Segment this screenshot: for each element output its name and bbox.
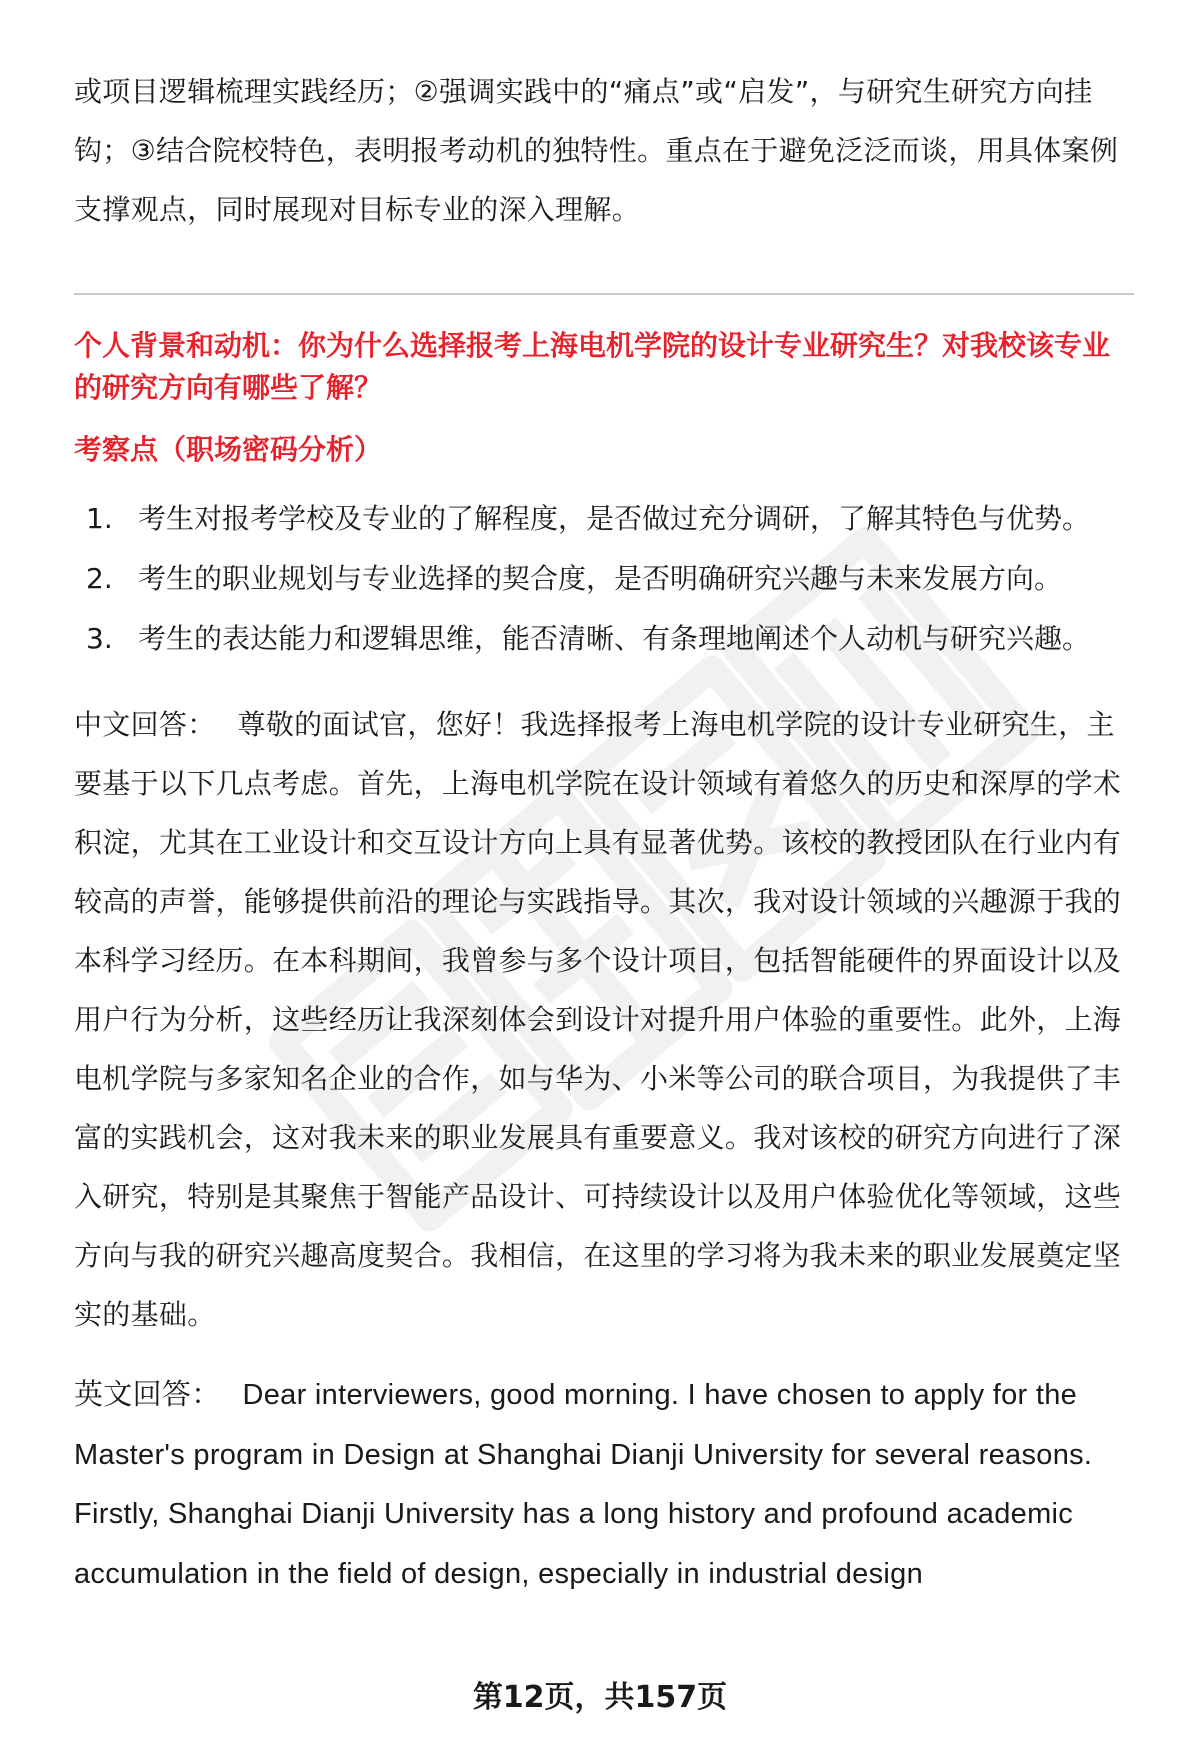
list-item-number: 2. xyxy=(86,562,113,595)
english-answer xyxy=(74,1366,1134,1604)
question-heading: 个人背景和动机：你为什么选择报考上海电机学院的设计专业研究生？对我校该专业的研究方向有哪些了解？ xyxy=(74,329,1111,404)
assessment-points-list xyxy=(74,489,1134,669)
list-item-number: 1. xyxy=(86,502,113,535)
list-item-text: 考生对报考学校及专业的了解程度，是否做过充分调研，了解其特色与优势。 xyxy=(138,502,1091,535)
intro-paragraph: 或项目逻辑梳理实践经历；②强调实践中的“痛点”或“启发”，与研究生研究方向挂钩；③结合院校特色，表明报考动机的独特性。重点在于避免泛泛而谈，用具体案例支撑观点，同时展现对目标专业的深入理解。 xyxy=(74,75,1119,226)
list-item-text: 考生的职业规划与专业选择的契合度，是否明确研究兴趣与未来发展方向。 xyxy=(138,562,1063,595)
list-item-number: 3. xyxy=(86,622,113,655)
chinese-answer-label: 中文回答： xyxy=(74,708,216,741)
page-number-footer: 第12页，共157页 xyxy=(472,1680,728,1715)
chinese-answer xyxy=(74,695,1134,1344)
points-title: 考察点（职场密码分析） xyxy=(74,433,383,466)
chinese-answer-text: 尊敬的面试官，您好！我选择报考上海电机学院的设计专业研究生，主要基于以下几点考虑。首先，上海电机学院在设计领域有着悠久的历史和深厚的学术积淀，尤其在工业设计和交互设计方向上具有显著优势。该校的教授团队在行业内有较高的声誉，能够提供前沿的理论与实践指导。其次，我对设计领域的兴趣源于我的本科学习经历。在本科期间，我曾参与多个设计项目，包括智能硬件的界面设计以及用户行为分析，这些经历让我深刻体会到设计对提升用户体验的重要性。此外，上海电机学院与多家知名企业的合作，如与华为、小米等公司的联合项目，为我提供了丰富的实践机会，这对我未来的职业发展具有重要意义。我对该校的研究方向进行了深入研究，特别是其聚焦于智能产品设计、可持续设计以及用户体验优化等领域，这些方向与我的研究兴趣高度契合。我相信，在这里的学习将为我未来的职业发展奠定坚实的基础。 xyxy=(74,708,1122,1331)
list-item-text: 考生的表达能力和逻辑思维，能否清晰、有条理地阐述个人动机与研究兴趣。 xyxy=(138,622,1091,655)
document-page xyxy=(74,62,1134,1604)
english-answer-text: Dear interviewers, good morning. I have chosen to apply for the Master's program in Design at Shanghai Dianji University for several reasons. Firstly, Shanghai Dianji University has a long history and profound academic accumulation in the field of design, especially in industrial design xyxy=(74,1379,1093,1590)
list-item xyxy=(74,489,1134,549)
list-item xyxy=(74,609,1134,669)
list-item xyxy=(74,549,1134,609)
english-answer-label: 英文回答： xyxy=(74,1379,221,1411)
section-divider xyxy=(74,293,1134,295)
